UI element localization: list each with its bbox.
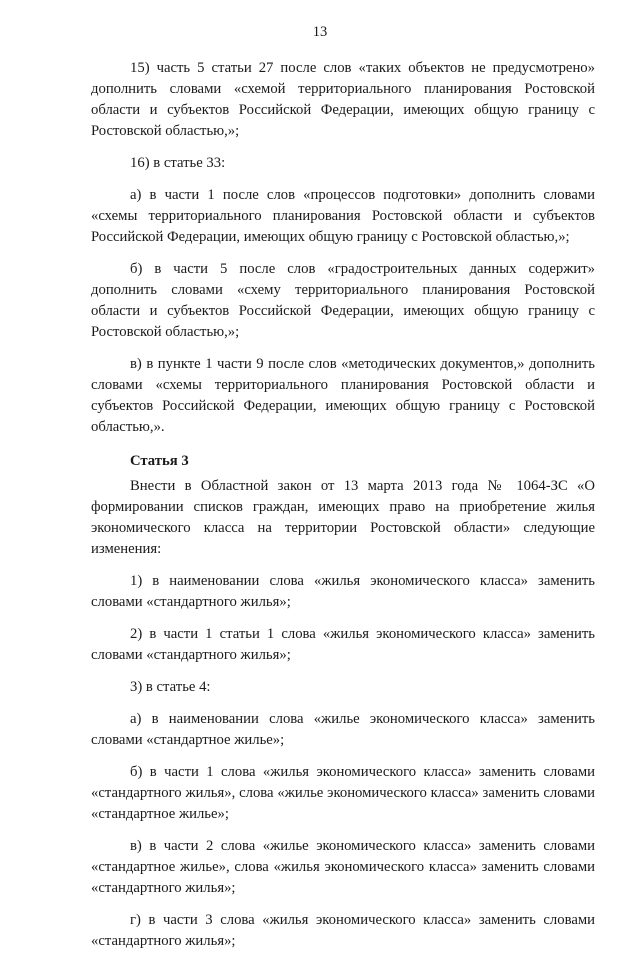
paragraph-subitem-v: в) в части 2 слова «жилье экономического класса» заменить словами «стандартное жилье», слова «жилья экономического класса» заменить словами «стандартного жилья»; bbox=[91, 838, 595, 896]
paragraph-item-15: 15) часть 5 статьи 27 после слов «таких объектов не предусмотрено» дополнить словами «схемой территориального планирования Ростовской области и субъектов Российской Федерации, имеющих общую границу с Ростовской областью,»; bbox=[91, 60, 595, 139]
paragraph-item-1: 1) в наименовании слова «жилья экономического класса» заменить словами «стандартного жилья»; bbox=[91, 573, 595, 610]
paragraph-subitem-g: г) в части 3 слова «жилья экономического класса» заменить словами «стандартного жилья»; bbox=[91, 912, 595, 949]
paragraph-subitem-a: а) в части 1 после слов «процессов подготовки» дополнить словами «схемы территориального планирования Ростовской области и субъектов Российской Федерации, имеющих общую границу с Ростовской областью,»; bbox=[91, 187, 595, 245]
paragraph-subitem-b: б) в части 1 слова «жилья экономического класса» заменить словами «стандартного жилья», слова «жилье экономического класса» заменить словами «стандартное жилье»; bbox=[91, 764, 595, 822]
paragraph-subitem-v: в) в пункте 1 части 9 после слов «методических документов,» дополнить словами «схемы территориального планирования Ростовской области и субъектов Российской Федерации, имеющих общую границу с Ростовской областью,». bbox=[91, 356, 595, 435]
article-heading: Статья 3 bbox=[130, 453, 189, 469]
paragraph-item-16: 16) в статье 33: bbox=[130, 155, 226, 171]
paragraph-item-3: 3) в статье 4: bbox=[130, 679, 211, 695]
page-number: 13 bbox=[312, 24, 328, 40]
paragraph-subitem-b: б) в части 5 после слов «градостроительных данных содержит» дополнить словами «схему территориального планирования Ростовской области и субъектов Российской Федерации, имеющих общую границу с Ростовской областью,»; bbox=[91, 261, 595, 340]
paragraph-item-2: 2) в части 1 статьи 1 слова «жилья экономического класса» заменить словами «стандартного жилья»; bbox=[91, 626, 595, 663]
paragraph-intro: Внести в Областной закон от 13 марта 2013 года № 1064-ЗС «О формировании списков граждан, имеющих право на приобретение жилья экономического класса на территории Ростовской области» следующие изменения: bbox=[91, 478, 595, 557]
paragraph-subitem-a: а) в наименовании слова «жилье экономического класса» заменить словами «стандартное жилье»; bbox=[91, 711, 595, 748]
document-body bbox=[91, 58, 595, 963]
